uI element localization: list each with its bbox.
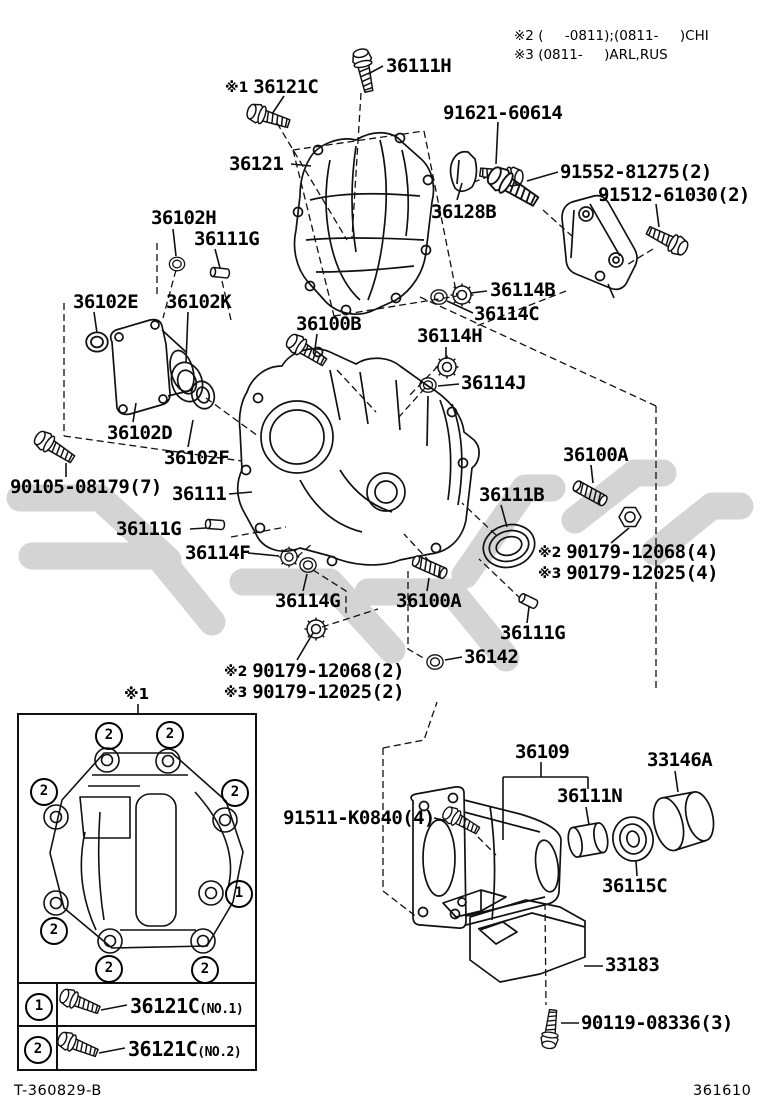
part-label-90119-08336(3): 90119-08336(3) <box>581 1012 733 1034</box>
part-label-36102K: 36102K <box>166 291 232 313</box>
part-label-36115C: 36115C <box>602 875 668 897</box>
part-label-36142: 36142 <box>464 646 519 668</box>
part-label-36102D: 36102D <box>107 422 173 444</box>
part-label-36102H: 36102H <box>151 207 217 229</box>
part-label-36114H: 36114H <box>417 325 483 347</box>
drawing-case-36111 <box>238 348 479 566</box>
legend-part-2-number: 36121C <box>128 1037 198 1061</box>
inset-callout-2: 2 <box>221 779 249 807</box>
part-label-36114G: 36114G <box>275 590 341 612</box>
part-label-36114F: 36114F <box>185 542 251 564</box>
part-label-36128B: 36128B <box>431 201 497 223</box>
part-label-36111G: 36111G <box>500 622 566 644</box>
drawing-cover-36121 <box>294 133 434 315</box>
inset-callout-2: 2 <box>30 778 58 806</box>
part-label-36102F: 36102F <box>164 447 230 469</box>
part-label-36121C: ※1 36121C <box>225 76 319 98</box>
part-label-91552-81275(2): 91552-81275(2) <box>560 161 712 183</box>
part-label-91621-60614: 91621-60614 <box>443 102 563 124</box>
inset-callout-2: 2 <box>191 956 219 984</box>
drawing-bracket-36128B <box>451 152 477 192</box>
part-label-90105-08179(7): 90105-08179(7) <box>10 476 162 498</box>
note-asterisk-2: ※2 ( -0811);(0811- )CHI <box>514 28 709 44</box>
drawing-inset-rear-cover <box>44 748 243 953</box>
part-label-36111: 36111 <box>172 483 227 505</box>
part-label-90179-12068(4): ※2 90179-12068(4) <box>538 541 718 563</box>
legend-part-2 <box>128 1037 241 1061</box>
drawing-bearing-36115C <box>609 813 657 864</box>
part-label-36114J: 36114J <box>461 372 527 394</box>
part-label-36114B: 36114B <box>490 279 556 301</box>
legend-part-2-suffix: (NO.2) <box>197 1045 242 1060</box>
footer-figure-number: 361610 <box>693 1083 752 1099</box>
legend-part-1-number: 36121C <box>130 994 200 1018</box>
part-label-36111B: 36111B <box>479 484 545 506</box>
part-label-91511-K0840(4): 91511-K0840(4) <box>283 807 435 829</box>
part-label-33146A: 33146A <box>647 749 713 771</box>
inset-marker: ※1 <box>124 685 150 703</box>
drawing-bracket-33183 <box>443 890 585 982</box>
part-label-33183: 33183 <box>605 954 660 976</box>
part-label-36100B: 36100B <box>296 313 362 335</box>
part-label-36111N: 36111N <box>557 785 623 807</box>
legend-part-1 <box>130 994 243 1018</box>
part-label-36100A: 36100A <box>396 590 462 612</box>
note-asterisk-3: ※3 (0811- )ARL,RUS <box>514 47 668 63</box>
part-label-36111G: 36111G <box>116 518 182 540</box>
part-label-36114C: 36114C <box>474 303 540 325</box>
inset-callout-2: 2 <box>156 721 184 749</box>
drawing-bracket-36118A <box>562 196 637 290</box>
part-label-36100A: 36100A <box>563 444 629 466</box>
part-label-90179-12025(2): ※3 90179-12025(2) <box>224 681 404 703</box>
part-label-36109: 36109 <box>515 741 570 763</box>
inset-callout-1: 1 <box>225 880 253 908</box>
inset-callout-2: 2 <box>95 955 123 983</box>
drawing-cup-33146A <box>648 787 718 854</box>
part-label-90179-12025(4): ※3 90179-12025(4) <box>538 562 718 584</box>
inset-callout-2: 2 <box>40 917 68 945</box>
part-label-90179-12068(2): ※2 90179-12068(2) <box>224 660 404 682</box>
part-label-91512-61030(2): 91512-61030(2) <box>598 184 750 206</box>
legend-part-1-suffix: (NO.1) <box>199 1002 244 1017</box>
footer-drawing-number: T-360829-B <box>14 1083 102 1099</box>
part-label-36111H: 36111H <box>386 55 452 77</box>
part-label-36111G: 36111G <box>194 228 260 250</box>
drawing-bushing-36111N <box>566 822 610 858</box>
inset-callout-2: 2 <box>95 722 123 750</box>
legend-callout-2: 2 <box>24 1036 52 1064</box>
legend-callout-1: 1 <box>25 993 53 1021</box>
part-label-36121: 36121 <box>229 153 284 175</box>
part-label-36102E: 36102E <box>73 291 139 313</box>
drawing-flange-36102D <box>111 320 218 415</box>
